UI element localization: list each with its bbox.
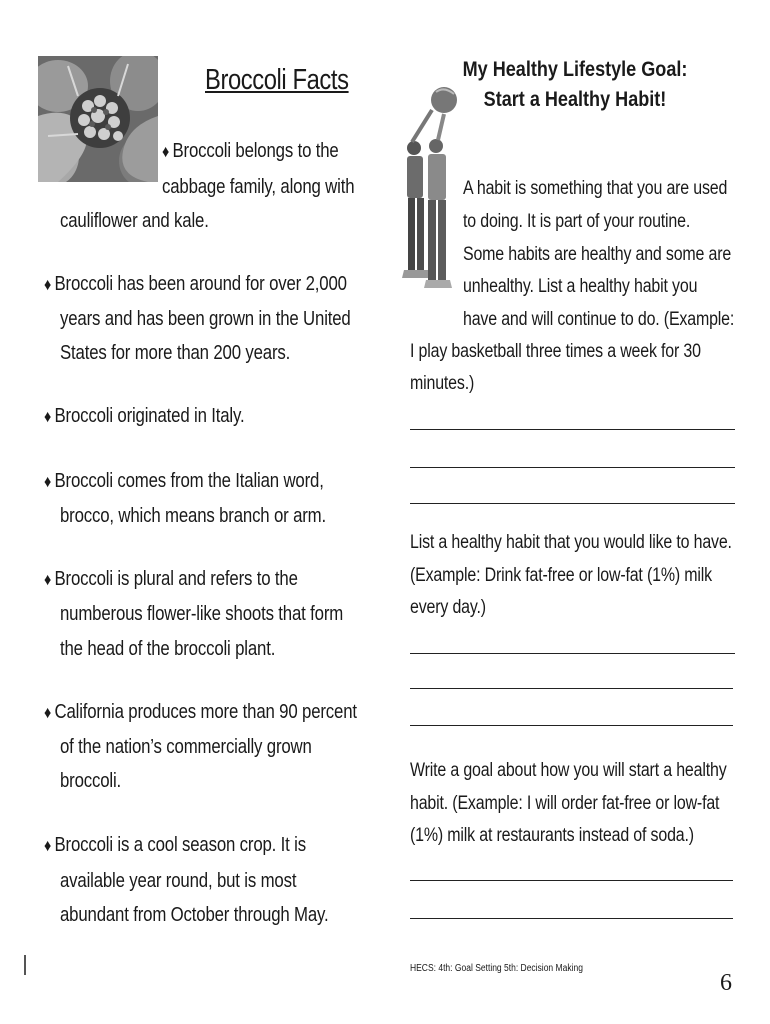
intro-line-7: minutes.) [410,373,475,394]
prompt-2-line-1: List a healthy habit that you would like to have. [410,532,732,553]
footer-standards: HECS: 4th: Goal Setting 5th: Decision Making [410,963,583,974]
kids-photo [392,84,464,306]
fact-1-line-2: cabbage family, along with [162,176,355,198]
fact-5-line-1: ♦ Broccoli is plural and refers to the [44,568,298,590]
fact-1-line-3: cauliflower and kale. [60,210,209,232]
margin-mark [24,955,26,975]
prompt-3-line-1: Write a goal about how you will start a healthy [410,760,727,781]
intro-line-2: to doing. It is part of your routine. [463,211,691,232]
intro-line-3: Some habits are healthy and some are [463,244,732,265]
fact-4-line-2: brocco, which means branch or arm. [60,505,327,527]
fact-3-line-1: ♦ Broccoli originated in Italy. [44,405,245,427]
prompt-3-line-3: (1%) milk at restaurants instead of soda.) [410,825,694,846]
answer-line[interactable] [410,429,735,430]
bullet-diamond-icon: ♦ [44,836,52,855]
bullet-diamond-icon: ♦ [44,570,52,589]
answer-line[interactable] [410,918,733,919]
prompt-3-line-2: habit. (Example: I will order fat-free or low-fat [410,793,720,814]
intro-line-4: unhealthy. List a healthy habit you [463,276,698,297]
fact-6-line-2: of the nation’s commercially grown [60,736,312,758]
fact-5-line-2: numberous flower-like shoots that form [60,603,344,625]
fact-6-line-1: ♦ California produces more than 90 percent [44,701,357,723]
goal-title-line-1: My Healthy Lifestyle Goal: [462,58,688,81]
answer-line[interactable] [410,503,735,504]
broccoli-photo [38,56,158,182]
fact-2-line-2: years and has been grown in the United [60,308,351,330]
intro-line-6: I play basketball three times a week for 30 [410,341,701,362]
fact-6-line-3: broccoli. [60,770,122,792]
answer-line[interactable] [410,467,735,468]
bullet-diamond-icon: ♦ [44,472,52,491]
fact-2-line-1: ♦ Broccoli has been around for over 2,000 [44,273,347,295]
prompt-2-line-3: every day.) [410,597,486,618]
fact-7-line-3: abundant from October through May. [60,904,329,926]
fact-7-line-2: available year round, but is most [60,870,297,892]
prompt-2-line-2: (Example: Drink fat-free or low-fat (1%) milk [410,565,712,586]
goal-title-line-2: Start a Healthy Habit! [483,88,667,111]
fact-5-line-3: the head of the broccoli plant. [60,638,276,660]
fact-1-line-1: ♦ Broccoli belongs to the [162,140,339,162]
bullet-diamond-icon: ♦ [44,703,52,722]
page-number: 6 [720,970,732,996]
page-title: Broccoli Facts [205,64,349,96]
answer-line[interactable] [410,653,735,654]
intro-line-5: have and will continue to do. (Example: [463,309,735,330]
fact-7-line-1: ♦ Broccoli is a cool season crop. It is [44,834,306,856]
fact-4-line-1: ♦ Broccoli comes from the Italian word, [44,470,324,492]
answer-line[interactable] [410,880,733,881]
bullet-diamond-icon: ♦ [44,407,52,426]
fact-2-line-3: States for more than 200 years. [60,342,291,364]
intro-line-1: A habit is something that you are used [463,178,728,199]
answer-line[interactable] [410,725,733,726]
answer-line[interactable] [410,688,733,689]
bullet-diamond-icon: ♦ [44,275,52,294]
bullet-diamond-icon: ♦ [162,142,170,161]
